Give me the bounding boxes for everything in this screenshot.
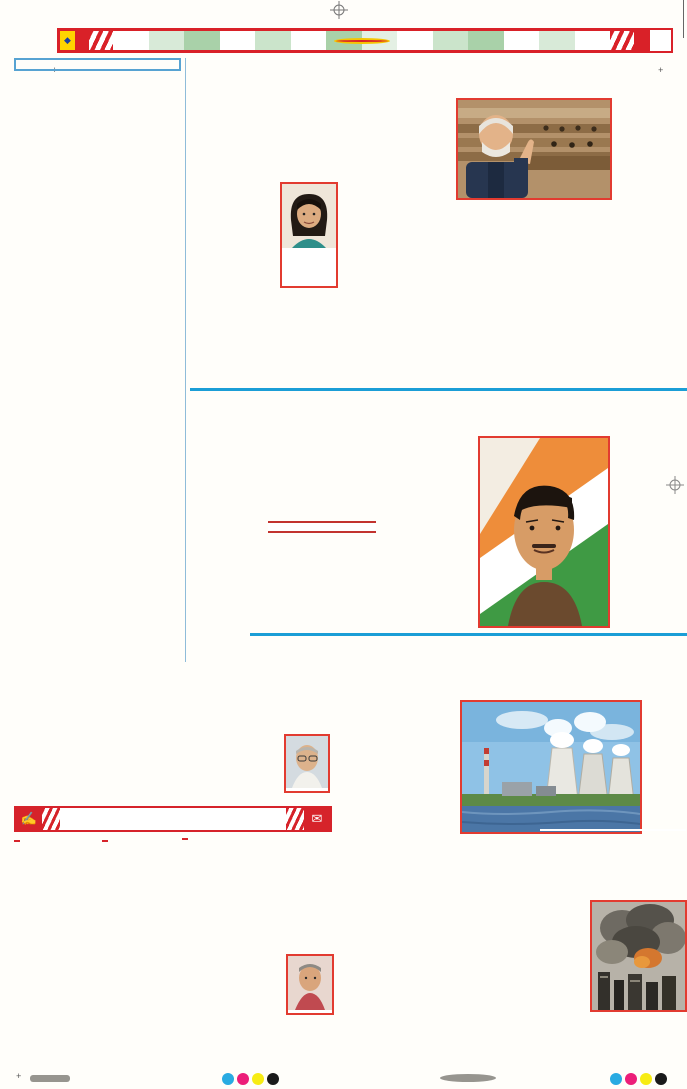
paper-logo — [60, 31, 75, 50]
page-header-bar — [57, 28, 673, 53]
diamond-logo-icon: ◆ — [64, 35, 71, 45]
nuclear-plant-image — [462, 702, 640, 832]
nuclear-author-photo-box — [284, 734, 330, 793]
parliament-pm-photo-image — [458, 100, 610, 198]
crop-mark-plus-left: + — [52, 66, 58, 76]
cyan-dot-icon — [610, 1073, 622, 1085]
masthead-box — [14, 58, 181, 71]
air-article-side-column — [182, 838, 264, 1076]
pollution-smoke-image — [592, 902, 685, 1010]
letters-banner — [14, 806, 332, 832]
header-stripe-right — [610, 31, 634, 50]
page-number — [650, 30, 671, 51]
yellow-dot-icon — [640, 1073, 652, 1085]
registration-crosshair-icon — [330, 1, 348, 19]
bottom-plus-mark: + — [16, 1072, 22, 1082]
bottom-grey-ellipse — [440, 1074, 496, 1082]
divider-rule-2 — [250, 633, 687, 636]
lead-author-caption — [282, 248, 336, 253]
yellow-dot-icon — [252, 1073, 264, 1085]
header-decor-strip — [89, 31, 634, 50]
left-rail — [14, 58, 186, 662]
nuclear-author-photo-image — [286, 736, 328, 788]
lead-author-photo-box — [280, 182, 338, 288]
parliament-pm-photo — [456, 98, 612, 200]
bottom-registration-strip — [0, 1070, 687, 1088]
lead-article-body — [190, 95, 687, 388]
ashfaq-portrait-photo — [478, 436, 610, 628]
divider-rule-1 — [190, 388, 687, 391]
magenta-dot-icon — [625, 1073, 637, 1085]
magenta-dot-icon — [237, 1073, 249, 1085]
nuclear-author-caption — [286, 788, 328, 791]
bottom-grey-bar-left — [30, 1075, 70, 1082]
letter-1-drop-cap — [14, 840, 20, 842]
nuclear-signature — [540, 829, 686, 831]
air-author-photo-image — [288, 956, 332, 1010]
pollution-smoke-photo — [590, 900, 687, 1012]
letter-2-drop-cap — [102, 840, 108, 842]
ashfaq-portrait-image — [480, 438, 608, 626]
header-stripe-left — [89, 31, 113, 50]
cyan-dot-icon — [222, 1073, 234, 1085]
letters-banner-title — [60, 808, 286, 830]
black-dot-icon — [655, 1073, 667, 1085]
editorial-body — [14, 81, 181, 525]
lead-author-photo-image — [282, 184, 336, 248]
air-article-drop-cap — [182, 838, 188, 840]
ashfaq-article-body — [190, 429, 687, 628]
section-title-badge — [334, 38, 390, 44]
black-dot-icon — [267, 1073, 279, 1085]
crop-mark-top-right — [683, 0, 684, 38]
crop-mark-plus-right: + — [658, 66, 664, 76]
air-author-photo-box — [286, 954, 334, 1015]
cmyk-dots-right — [610, 1072, 670, 1089]
mail-icon: ✉ — [304, 808, 330, 830]
nuclear-plant-photo — [460, 700, 642, 834]
cmyk-dots-left — [222, 1072, 282, 1089]
ashfaq-author-box — [268, 521, 376, 533]
letter-item — [102, 838, 182, 1074]
banner-stripe-left — [42, 808, 60, 830]
writing-hand-icon: ✍ — [16, 808, 42, 830]
banner-stripe-right — [286, 808, 304, 830]
air-author-caption — [288, 1010, 332, 1013]
editorial-closing — [14, 666, 247, 800]
letter-item — [14, 838, 96, 1074]
